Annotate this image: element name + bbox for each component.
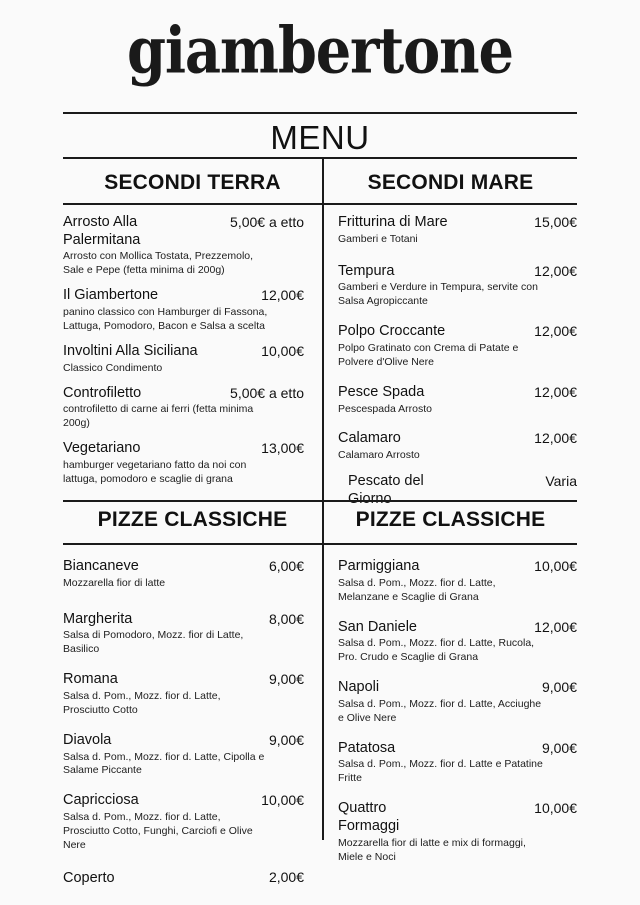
column-pizze-classiche-left: [63, 558, 322, 862]
item-description: Salsa d. Pom., Mozz. fior d. Latte, Acciughe e Olive Nere: [338, 697, 542, 724]
item-description: Mozzarella fior di latte e mix di formaggi, Miele e Noci: [338, 836, 526, 863]
menu-item[interactable]: [338, 430, 577, 463]
menu-item[interactable]: [63, 343, 304, 376]
item-name: Fritturina di Mare: [338, 214, 448, 230]
item-description: Salsa d. Pom., Mozz. fior d. Latte, Melanzane e Scaglie di Grana: [338, 576, 496, 603]
item-description: Salsa d. Pom., Mozz. fior d. Latte, Prosciutto Cotto: [63, 689, 221, 716]
menu-item[interactable]: [338, 263, 577, 310]
item-description: Pescespada Arrosto: [338, 402, 432, 415]
item-description: Polpo Gratinato con Crema di Patate e Polvere d'Olive Nere: [338, 341, 519, 368]
item-price: 12,00€: [534, 262, 577, 279]
item-description: Arrosto con Mollica Tostata, Prezzemolo, Sale e Pepe (fetta minima di 200g): [63, 250, 254, 277]
item-name: Margherita: [63, 610, 133, 627]
menu-item[interactable]: [338, 384, 577, 417]
menu-item[interactable]: [338, 679, 577, 726]
menu-item[interactable]: [63, 792, 304, 853]
rule-below-section-headers-1: [63, 203, 577, 205]
item-price: 5,00€ a etto: [230, 214, 304, 230]
rule-above-pizze-headers: [63, 500, 577, 502]
brand-logo: [0, 12, 640, 89]
item-description: Mozzarella fior di latte: [63, 576, 166, 589]
item-price: 12,00€: [261, 287, 304, 304]
menu-item[interactable]: [63, 671, 304, 718]
section-title-pizze-classiche-right: PIZZE CLASSICHE: [355, 508, 546, 531]
item-name: Controfiletto: [63, 384, 142, 401]
item-price: 15,00€: [534, 214, 577, 230]
item-name: Arrosto Alla Palermitana: [63, 214, 141, 248]
item-description: Salsa d. Pom., Mozz. fior d. Latte, Cipolla e Salame Piccante: [63, 750, 265, 777]
coperto-price: 2,00€: [268, 869, 304, 885]
item-name: Romana: [63, 671, 118, 688]
item-price: Varia: [545, 473, 577, 490]
item-description: panino classico con Hamburger di Fassona, Lattuga, Pomodoro, Bacon e Salsa a scelta: [63, 305, 268, 332]
item-name: Parmiggiana: [338, 558, 420, 574]
rule-below-menu-title: [63, 157, 577, 159]
item-name: Pescato del Giorno: [348, 473, 424, 507]
item-name: Pesce Spada: [338, 383, 425, 400]
rule-below-pizze-headers: [63, 543, 577, 545]
item-price: 10,00€: [261, 792, 304, 809]
item-name: Quattro Formaggi: [338, 800, 400, 835]
item-price: 13,00€: [261, 440, 304, 457]
item-name: San Daniele: [338, 618, 417, 635]
item-price: 6,00€: [268, 558, 304, 574]
item-price: 9,00€: [541, 679, 577, 696]
item-price: 9,00€: [268, 731, 304, 748]
item-description: Salsa d. Pom., Mozz. fior d. Latte e Patatine Fritte: [338, 758, 543, 785]
item-price: 9,00€: [541, 739, 577, 756]
item-price: 12,00€: [534, 323, 577, 340]
item-description: Gamberi e Totani: [338, 232, 418, 245]
menu-item[interactable]: [63, 440, 304, 487]
rule-above-menu-title: [63, 112, 577, 114]
column-pizze-classiche-right: [324, 558, 577, 874]
item-price: 8,00€: [268, 610, 304, 627]
item-name: Calamaro: [338, 430, 401, 447]
item-name: Polpo Croccante: [338, 323, 446, 340]
menu-item[interactable]: [338, 619, 577, 666]
item-name: Biancaneve: [63, 558, 139, 574]
item-name: Diavola: [63, 731, 112, 748]
item-description: Calamaro Arrosto: [338, 449, 420, 462]
menu-item[interactable]: [338, 740, 577, 787]
item-price: 12,00€: [534, 430, 577, 447]
item-name: Involtini Alla Siciliana: [63, 342, 198, 359]
item-description: hamburger vegetariano fatto da noi con lattuga, pomodoro e scaglie di grana: [63, 458, 247, 485]
coperto-label: Coperto: [63, 870, 115, 886]
coperto-row[interactable]: [63, 869, 322, 888]
item-name: Capricciosa: [63, 792, 139, 809]
item-name: Napoli: [338, 679, 380, 696]
item-name: Vegetariano: [63, 440, 141, 457]
item-description: Salsa d. Pom., Mozz. fior d. Latte, Prosciutto Cotto, Funghi, Carciofi e Olive Nere: [63, 811, 253, 852]
menu-item[interactable]: [338, 800, 577, 864]
section-title-secondi-terra: SECONDI TERRA: [104, 171, 281, 194]
menu-item[interactable]: [63, 287, 304, 334]
item-price: 12,00€: [534, 383, 577, 400]
menu-item[interactable]: [338, 214, 577, 247]
column-secondi-mare: [324, 214, 577, 517]
brand-logo-text: giambertone: [127, 12, 513, 89]
item-description: Salsa d. Pom., Mozz. fior d. Latte, Rucola, Pro. Crudo e Scaglie di Grana: [338, 637, 535, 664]
item-price: 12,00€: [534, 618, 577, 635]
item-description: controfiletto di carne ai ferri (fetta minima 200g): [63, 403, 254, 430]
menu-item[interactable]: [63, 732, 304, 779]
item-price: 10,00€: [261, 342, 304, 359]
menu-item[interactable]: [63, 558, 304, 591]
menu-item[interactable]: [338, 558, 577, 605]
item-name: Tempura: [338, 262, 395, 279]
item-price: 10,00€: [534, 800, 577, 817]
item-price: 5,00€ a etto: [230, 384, 304, 401]
menu-item[interactable]: [63, 385, 304, 432]
item-name: Patatosa: [338, 739, 396, 756]
menu-item[interactable]: [338, 473, 577, 508]
item-price: 9,00€: [268, 671, 304, 688]
menu-item[interactable]: [63, 611, 304, 658]
item-description: Classico Condimento: [63, 361, 163, 374]
item-name: Il Giambertone: [63, 287, 159, 304]
menu-item[interactable]: [338, 323, 577, 370]
item-price: 10,00€: [534, 558, 577, 574]
item-description: Salsa di Pomodoro, Mozz. fior di Latte, Basilico: [63, 629, 244, 656]
menu-item[interactable]: [63, 214, 304, 278]
section-title-secondi-mare: SECONDI MARE: [367, 171, 534, 194]
item-description: Gamberi e Verdure in Tempura, servite con Salsa Agropiccante: [338, 281, 538, 308]
page-title: MENU: [270, 119, 370, 156]
section-title-pizze-classiche-left: PIZZE CLASSICHE: [97, 508, 288, 531]
column-secondi-terra: [63, 214, 322, 496]
